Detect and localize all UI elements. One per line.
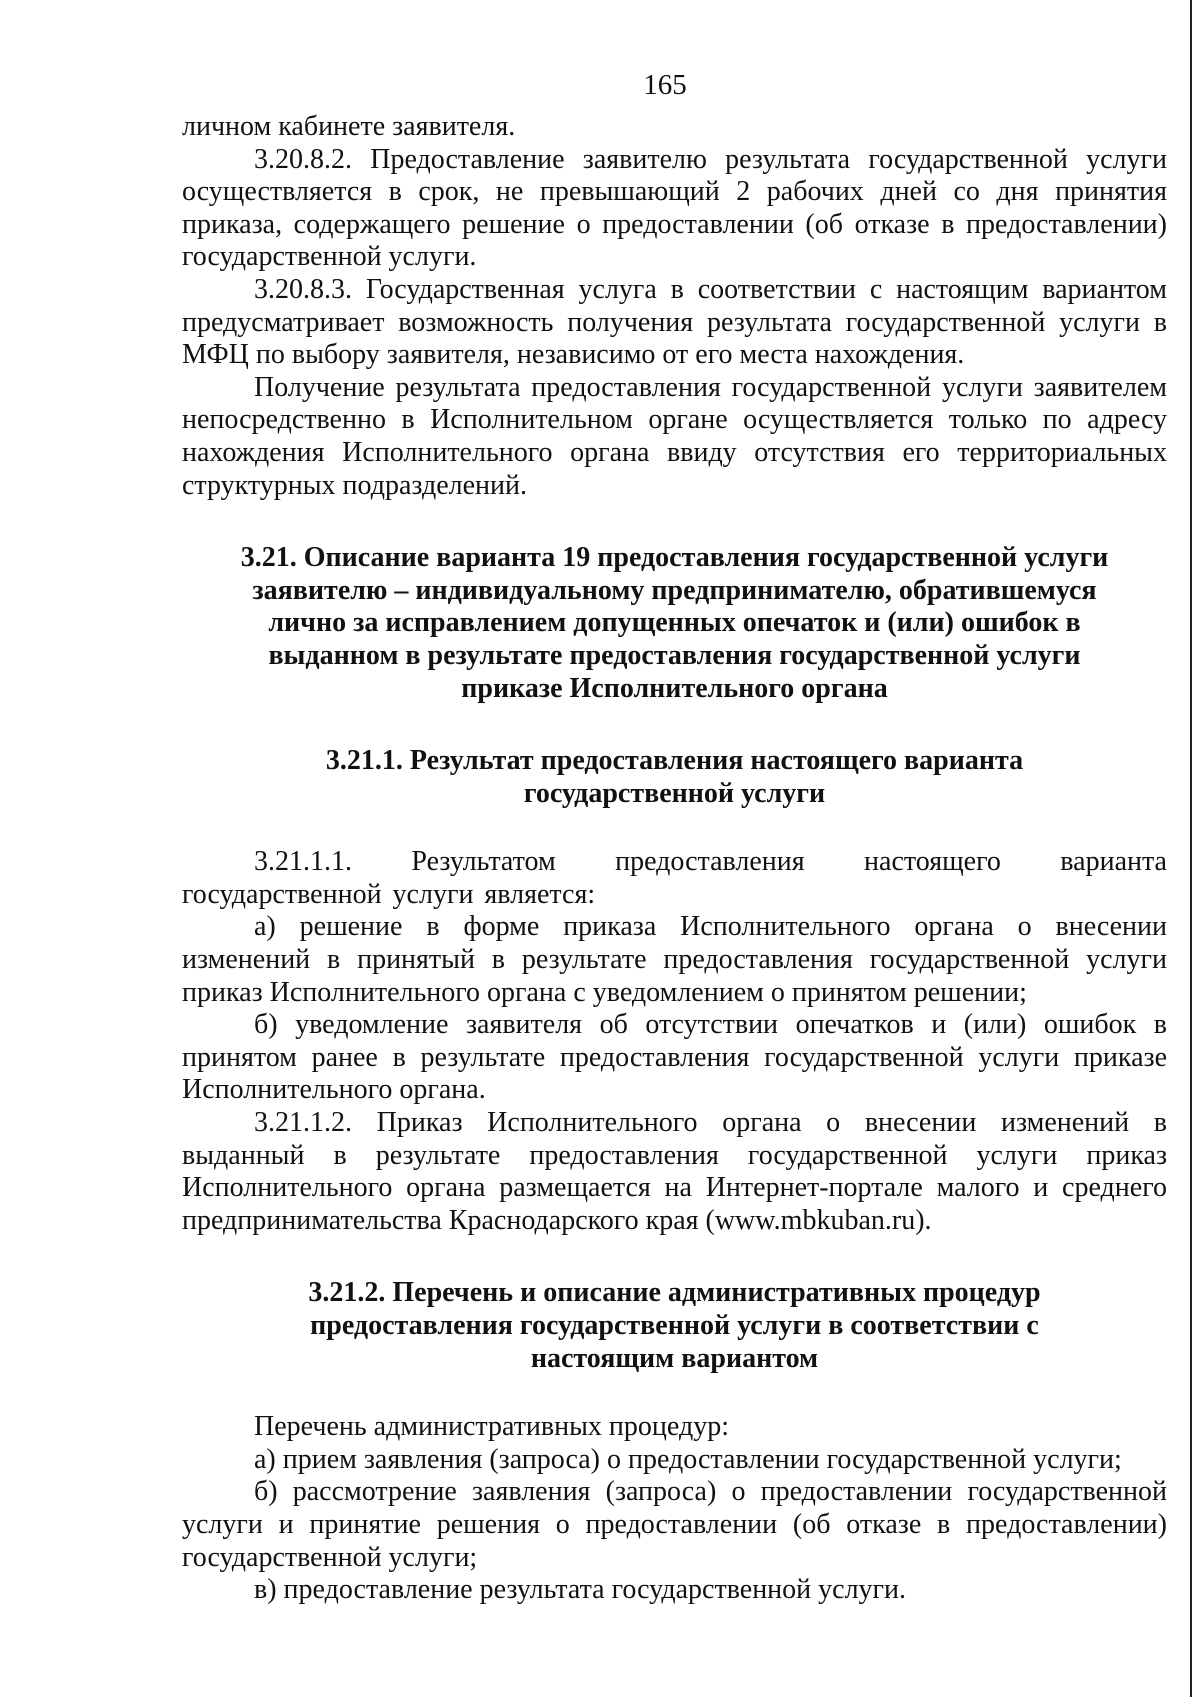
paragraph: 3.21.1.1. Результатом предоставления настоящего варианта государственной услуги является: xyxy=(182,846,1167,910)
page-edge-rule xyxy=(1190,0,1192,1697)
section-heading-3-21: 3.21. Описание варианта 19 предоставления государственной услуги заявителю – индивидуальному предпринимателю, обратившемуся лично за исправлением допущенных опечаток и (или) ошибок в выданном в результате предоставления государственной услуги приказе Исполнительного органа xyxy=(240,542,1109,704)
paragraph: Получение результата предоставления государственной услуги заявителем непосредственно в Исполнительном органе осуществляется только по адресу нахождения Исполнительного органа ввиду отсутствия его территориальных структурных подразделений. xyxy=(182,371,1167,501)
paragraph: б) рассмотрение заявления (запроса) о предоставлении государственной услуги и принятие решения о предоставлении (об отказе в предоставлении) государственной услуги; xyxy=(182,1476,1167,1573)
section-heading-3-21-2: 3.21.2. Перечень и описание административных процедур предоставления государственной услуги в соответствии с настоящим вариантом xyxy=(308,1277,1041,1374)
section-heading-3-21-1: 3.21.1. Результат предоставления настоящего варианта государственной услуги xyxy=(325,745,1024,809)
paragraph: Перечень административных процедур: xyxy=(254,1411,729,1443)
paragraph: 3.21.1.2. Приказ Исполнительного органа о внесении изменений в выданный в результате предоставления государственной услуги приказ Исполнительного органа размещается на Интернет-портале малого и среднего предпринимательства Краснодарского края (www.mbkuban.ru). xyxy=(182,1107,1167,1236)
paragraph: в) предоставление результата государственной услуги. xyxy=(254,1574,907,1606)
paragraph: б) уведомление заявителя об отсутствии опечатков и (или) ошибок в принятом ранее в результате предоставления государственной услуги приказе Исполнительного органа. xyxy=(182,1009,1167,1106)
paragraph: а) прием заявления (запроса) о предоставлении государственной услуги; xyxy=(254,1443,1122,1475)
paragraph: а) решение в форме приказа Исполнительного органа о внесении изменений в принятый в результате предоставления государственной услуги приказ Исполнительного органа с уведомлением о принятом решении; xyxy=(182,911,1167,1008)
document-body xyxy=(182,111,1167,1607)
paragraph: 3.20.8.2. Предоставление заявителю результата государственной услуги осуществляется в срок, не превышающий 2 рабочих дней со дня принятия приказа, содержащего решение о предоставлении (об отказе в предоставлении) государственной услуги. xyxy=(182,143,1167,273)
paragraph: 3.20.8.3. Государственная услуга в соответствии с настоящим вариантом предусматривает возможность получения результата государственной услуги в МФЦ по выбору заявителя, независимо от его места нахождения. xyxy=(182,273,1167,371)
paragraph: личном кабинете заявителя. xyxy=(182,111,516,142)
page-number: 165 xyxy=(643,69,687,101)
